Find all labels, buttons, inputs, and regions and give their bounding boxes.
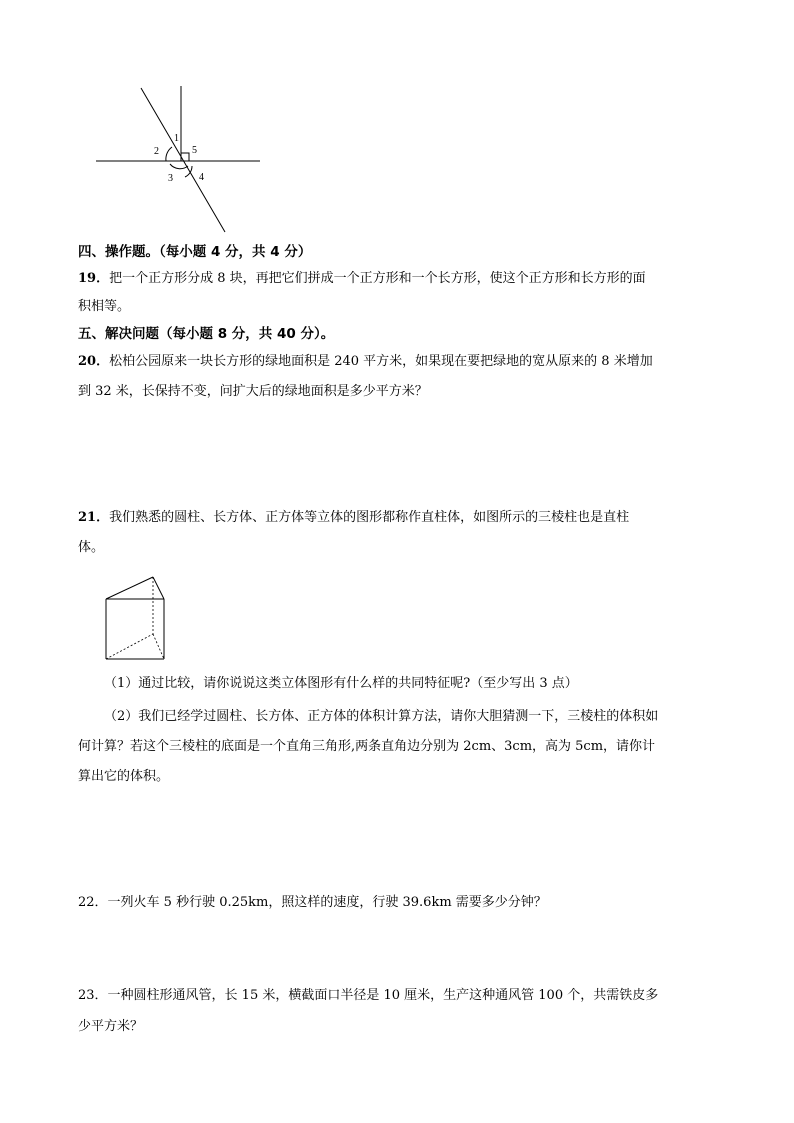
question-20-number: 20． bbox=[78, 354, 110, 369]
diagonal-line bbox=[141, 88, 225, 232]
prism-hidden-edge bbox=[106, 634, 153, 659]
triangular-prism-figure bbox=[100, 572, 175, 664]
angle-figure bbox=[90, 82, 270, 237]
question-19-line1 bbox=[78, 270, 646, 288]
angle-arc-2 bbox=[166, 147, 172, 161]
right-angle-marker bbox=[181, 153, 189, 161]
angle-label-1: 1 bbox=[174, 133, 179, 144]
angle-label-4: 4 bbox=[199, 172, 204, 183]
angle-label-5: 5 bbox=[192, 145, 197, 156]
question-21-sub2-line1: （2）我们已经学过圆柱、长方体、正方体的体积计算方法，请你大胆猜测一下，三棱柱的体积如 bbox=[104, 709, 659, 724]
question-20-text: 松柏公园原来一块长方形的绿地面积是 240 平方米，如果现在要把绿地的宽从原来的 8 米增加 bbox=[109, 354, 653, 369]
question-20-line1 bbox=[78, 353, 653, 371]
question-20-line2: 到 32 米，长保持不变，问扩大后的绿地面积是多少平方米？ bbox=[78, 384, 428, 399]
question-19-text: 把一个正方形分成 8 块，再把它们拼成一个正方形和一个长方形，使这个正方形和长方形的面 bbox=[109, 271, 646, 286]
section5-heading: 五、解决问题（每小题 8 分，共 40 分）。 bbox=[78, 326, 335, 342]
prism-edge bbox=[106, 577, 153, 599]
prism-edge bbox=[153, 577, 164, 599]
question-21-line2: 体。 bbox=[78, 540, 105, 555]
question-21-sub1: （1）通过比较，请你说说这类立体图形有什么样的共同特征呢?（至少写出 3 点） bbox=[104, 676, 578, 691]
question-21-number: 21． bbox=[78, 510, 110, 525]
question-19-line2: 积相等。 bbox=[78, 299, 131, 314]
angle-label-3: 3 bbox=[168, 173, 173, 184]
question-21-line1 bbox=[78, 509, 629, 527]
question-22: 22．一列火车 5 秒行驶 0.25km，照这样的速度，行驶 39.6km 需要多少分钟？ bbox=[78, 895, 547, 910]
question-23-line1: 23．一种圆柱形通风管，长 15 米，横截面口半径是 10 厘米，生产这种通风管 100 个，共需铁皮多 bbox=[78, 988, 659, 1003]
prism-hidden-edge bbox=[153, 634, 164, 659]
section4-heading: 四、操作题。（每小题 4 分，共 4 分） bbox=[78, 244, 312, 260]
question-21-text: 我们熟悉的圆柱、长方体、正方体等立体的图形都称作直柱体，如图所示的三棱柱也是直柱 bbox=[109, 510, 630, 525]
question-19-number: 19． bbox=[78, 271, 110, 286]
angle-label-2: 2 bbox=[154, 146, 159, 157]
question-21-sub2-line3: 算出它的体积。 bbox=[78, 769, 170, 784]
question-21-sub2-line2: 何计算？若这个三棱柱的底面是一个直角三角形,两条直角边分别为 2cm、3cm，高为 5cm，请你计 bbox=[78, 739, 656, 754]
question-23-line2: 少平方米？ bbox=[78, 1019, 144, 1034]
